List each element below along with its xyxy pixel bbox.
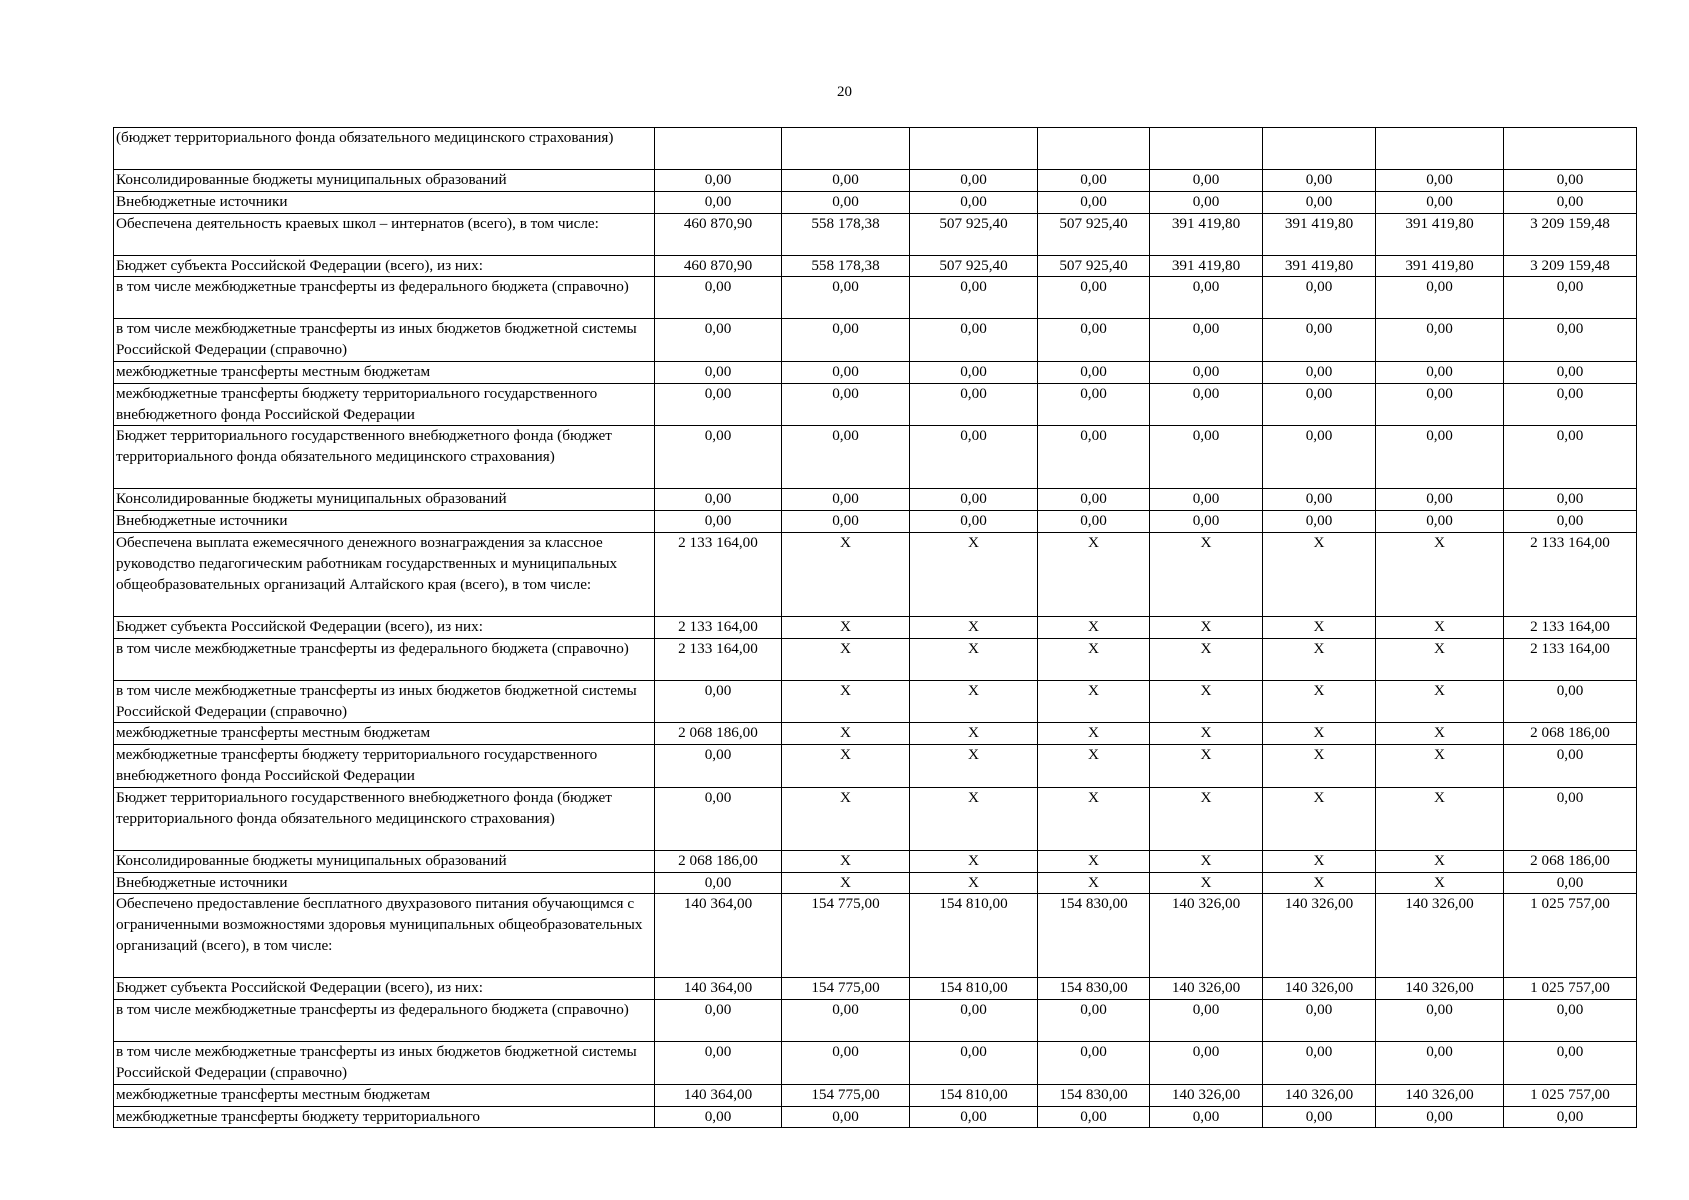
- table-row: [114, 511, 1637, 533]
- value-cell: X: [1376, 787, 1504, 850]
- value-cell: [1376, 128, 1504, 170]
- row-label: межбюджетные трансферты бюджету территориального: [114, 1106, 655, 1128]
- value-cell: X: [782, 850, 910, 872]
- value-cell: X: [910, 532, 1038, 616]
- row-label: межбюджетные трансферты местным бюджетам: [114, 723, 655, 745]
- value-cell: 0,00: [655, 511, 782, 533]
- value-cell: [1504, 128, 1637, 170]
- table-row: [114, 1042, 1637, 1085]
- value-cell: 0,00: [1504, 787, 1637, 850]
- row-label: Внебюджетные источники: [114, 511, 655, 533]
- value-cell: 391 419,80: [1376, 213, 1504, 255]
- value-cell: 460 870,90: [655, 213, 782, 255]
- value-cell: 0,00: [782, 277, 910, 319]
- value-cell: 0,00: [655, 170, 782, 192]
- value-cell: 0,00: [1038, 426, 1150, 489]
- value-cell: 0,00: [655, 680, 782, 723]
- value-cell: 0,00: [1263, 511, 1376, 533]
- value-cell: 391 419,80: [1150, 255, 1263, 277]
- value-cell: 1 025 757,00: [1504, 894, 1637, 978]
- value-cell: 140 326,00: [1376, 978, 1504, 1000]
- value-cell: X: [1038, 532, 1150, 616]
- value-cell: 0,00: [655, 872, 782, 894]
- value-cell: X: [782, 787, 910, 850]
- value-cell: [655, 128, 782, 170]
- value-cell: 2 068 186,00: [655, 850, 782, 872]
- value-cell: 2 133 164,00: [655, 616, 782, 638]
- value-cell: X: [1263, 745, 1376, 788]
- value-cell: 0,00: [1263, 1000, 1376, 1042]
- row-label: Обеспечено предоставление бесплатного двухразового питания обучающимся с ограниченными возможностями здоровья муниципальных общеобразовательных организаций (всего), в том числе:: [114, 894, 655, 978]
- value-cell: 0,00: [1376, 170, 1504, 192]
- page-number: 20: [837, 84, 852, 100]
- value-cell: X: [1038, 850, 1150, 872]
- value-cell: 0,00: [655, 426, 782, 489]
- value-cell: 154 810,00: [910, 1084, 1038, 1106]
- table-row: [114, 745, 1637, 788]
- table-row: [114, 361, 1637, 383]
- value-cell: X: [1150, 787, 1263, 850]
- value-cell: 0,00: [1263, 383, 1376, 426]
- value-cell: 0,00: [910, 361, 1038, 383]
- value-cell: 154 830,00: [1038, 894, 1150, 978]
- value-cell: 0,00: [655, 745, 782, 788]
- value-cell: [1038, 128, 1150, 170]
- row-label: межбюджетные трансферты местным бюджетам: [114, 361, 655, 383]
- table-row: [114, 872, 1637, 894]
- table-row: [114, 426, 1637, 489]
- table-body: [114, 128, 1637, 1128]
- value-cell: 0,00: [1504, 361, 1637, 383]
- row-label: Бюджет субъекта Российской Федерации (всего), из них:: [114, 978, 655, 1000]
- value-cell: X: [1038, 745, 1150, 788]
- row-label: в том числе межбюджетные трансферты из федерального бюджета (справочно): [114, 1000, 655, 1042]
- value-cell: 507 925,40: [1038, 213, 1150, 255]
- value-cell: 391 419,80: [1150, 213, 1263, 255]
- value-cell: 2 068 186,00: [655, 723, 782, 745]
- value-cell: X: [1376, 680, 1504, 723]
- value-cell: 0,00: [1038, 191, 1150, 213]
- value-cell: 0,00: [1504, 383, 1637, 426]
- value-cell: X: [1038, 787, 1150, 850]
- table-row: [114, 277, 1637, 319]
- value-cell: 0,00: [1038, 1000, 1150, 1042]
- value-cell: 0,00: [1038, 383, 1150, 426]
- value-cell: 154 810,00: [910, 978, 1038, 1000]
- value-cell: 2 133 164,00: [655, 638, 782, 680]
- value-cell: 0,00: [1504, 277, 1637, 319]
- value-cell: 0,00: [655, 1106, 782, 1128]
- value-cell: 0,00: [910, 319, 1038, 362]
- value-cell: X: [782, 872, 910, 894]
- value-cell: 140 326,00: [1150, 1084, 1263, 1106]
- value-cell: X: [1376, 532, 1504, 616]
- value-cell: 507 925,40: [910, 213, 1038, 255]
- value-cell: X: [1150, 850, 1263, 872]
- value-cell: 3 209 159,48: [1504, 213, 1637, 255]
- table-row: [114, 978, 1637, 1000]
- value-cell: 0,00: [1504, 489, 1637, 511]
- value-cell: 0,00: [1263, 319, 1376, 362]
- value-cell: 0,00: [1376, 361, 1504, 383]
- value-cell: X: [1150, 680, 1263, 723]
- value-cell: X: [1263, 850, 1376, 872]
- value-cell: 2 133 164,00: [1504, 616, 1637, 638]
- value-cell: X: [782, 532, 910, 616]
- value-cell: X: [910, 850, 1038, 872]
- row-label: Консолидированные бюджеты муниципальных образований: [114, 850, 655, 872]
- value-cell: 0,00: [1504, 511, 1637, 533]
- value-cell: X: [1376, 638, 1504, 680]
- value-cell: 0,00: [1376, 319, 1504, 362]
- value-cell: 0,00: [1038, 277, 1150, 319]
- value-cell: X: [1376, 723, 1504, 745]
- value-cell: 0,00: [1504, 872, 1637, 894]
- value-cell: 0,00: [910, 511, 1038, 533]
- value-cell: 0,00: [1504, 170, 1637, 192]
- value-cell: 140 326,00: [1376, 1084, 1504, 1106]
- value-cell: 0,00: [1376, 426, 1504, 489]
- value-cell: X: [1376, 850, 1504, 872]
- table-row: [114, 255, 1637, 277]
- value-cell: X: [1263, 638, 1376, 680]
- value-cell: X: [910, 723, 1038, 745]
- value-cell: 0,00: [1150, 277, 1263, 319]
- value-cell: 0,00: [1150, 1000, 1263, 1042]
- value-cell: 0,00: [1504, 745, 1637, 788]
- value-cell: 391 419,80: [1263, 255, 1376, 277]
- table-row: [114, 850, 1637, 872]
- row-label: межбюджетные трансферты местным бюджетам: [114, 1084, 655, 1106]
- value-cell: 0,00: [910, 426, 1038, 489]
- value-cell: 140 326,00: [1263, 978, 1376, 1000]
- value-cell: 0,00: [1376, 1042, 1504, 1085]
- value-cell: X: [1376, 872, 1504, 894]
- value-cell: X: [910, 616, 1038, 638]
- row-label: в том числе межбюджетные трансферты из федерального бюджета (справочно): [114, 277, 655, 319]
- value-cell: X: [1263, 532, 1376, 616]
- value-cell: 507 925,40: [910, 255, 1038, 277]
- value-cell: 140 364,00: [655, 894, 782, 978]
- value-cell: 0,00: [655, 489, 782, 511]
- value-cell: 140 364,00: [655, 1084, 782, 1106]
- value-cell: X: [1150, 638, 1263, 680]
- value-cell: 0,00: [782, 1106, 910, 1128]
- value-cell: X: [782, 638, 910, 680]
- table-row: [114, 680, 1637, 723]
- value-cell: 0,00: [1150, 1042, 1263, 1085]
- table-row: [114, 128, 1637, 170]
- value-cell: X: [1150, 745, 1263, 788]
- value-cell: 154 775,00: [782, 1084, 910, 1106]
- row-label: Бюджет территориального государственного внебюджетного фонда (бюджет территориального фонда обязательного медицинского страхования): [114, 426, 655, 489]
- value-cell: 140 326,00: [1263, 1084, 1376, 1106]
- row-label: Бюджет субъекта Российской Федерации (всего), из них:: [114, 616, 655, 638]
- value-cell: X: [1376, 616, 1504, 638]
- value-cell: X: [1038, 680, 1150, 723]
- value-cell: 0,00: [1504, 680, 1637, 723]
- value-cell: 0,00: [1150, 361, 1263, 383]
- value-cell: 154 775,00: [782, 978, 910, 1000]
- value-cell: 0,00: [910, 1000, 1038, 1042]
- value-cell: 140 326,00: [1376, 894, 1504, 978]
- table-row: [114, 616, 1637, 638]
- value-cell: X: [782, 723, 910, 745]
- table-row: [114, 723, 1637, 745]
- value-cell: 2 133 164,00: [1504, 532, 1637, 616]
- value-cell: 0,00: [1038, 489, 1150, 511]
- value-cell: 0,00: [1376, 1106, 1504, 1128]
- value-cell: X: [1038, 872, 1150, 894]
- value-cell: 0,00: [910, 191, 1038, 213]
- value-cell: 0,00: [1150, 1106, 1263, 1128]
- value-cell: 154 830,00: [1038, 1084, 1150, 1106]
- value-cell: X: [910, 680, 1038, 723]
- value-cell: 0,00: [1504, 1042, 1637, 1085]
- row-label: Бюджет территориального государственного внебюджетного фонда (бюджет территориального фонда обязательного медицинского страхования): [114, 787, 655, 850]
- value-cell: 2 068 186,00: [1504, 723, 1637, 745]
- value-cell: 0,00: [655, 361, 782, 383]
- value-cell: X: [1150, 616, 1263, 638]
- value-cell: 3 209 159,48: [1504, 255, 1637, 277]
- value-cell: 0,00: [655, 191, 782, 213]
- table-row: [114, 1106, 1637, 1128]
- value-cell: 0,00: [1150, 170, 1263, 192]
- value-cell: 0,00: [1263, 1042, 1376, 1085]
- value-cell: 0,00: [1504, 1000, 1637, 1042]
- value-cell: 140 326,00: [1150, 978, 1263, 1000]
- value-cell: X: [910, 638, 1038, 680]
- table-row: [114, 1084, 1637, 1106]
- table-row: [114, 787, 1637, 850]
- value-cell: 558 178,38: [782, 255, 910, 277]
- value-cell: 558 178,38: [782, 213, 910, 255]
- table-row: [114, 319, 1637, 362]
- value-cell: [782, 128, 910, 170]
- row-label: Консолидированные бюджеты муниципальных образований: [114, 170, 655, 192]
- value-cell: 0,00: [1150, 383, 1263, 426]
- value-cell: 0,00: [910, 277, 1038, 319]
- value-cell: 0,00: [782, 361, 910, 383]
- value-cell: 0,00: [782, 170, 910, 192]
- value-cell: X: [1150, 723, 1263, 745]
- value-cell: 0,00: [655, 319, 782, 362]
- value-cell: 154 830,00: [1038, 978, 1150, 1000]
- table-row: [114, 383, 1637, 426]
- value-cell: 0,00: [1038, 361, 1150, 383]
- value-cell: X: [1263, 616, 1376, 638]
- value-cell: X: [1038, 723, 1150, 745]
- value-cell: 391 419,80: [1263, 213, 1376, 255]
- value-cell: 0,00: [1263, 170, 1376, 192]
- value-cell: 0,00: [1504, 191, 1637, 213]
- value-cell: X: [910, 787, 1038, 850]
- value-cell: 0,00: [655, 1042, 782, 1085]
- table-row: [114, 638, 1637, 680]
- value-cell: 0,00: [1376, 191, 1504, 213]
- row-label: Бюджет субъекта Российской Федерации (всего), из них:: [114, 255, 655, 277]
- value-cell: X: [1376, 745, 1504, 788]
- value-cell: 140 326,00: [1150, 894, 1263, 978]
- table-row: [114, 489, 1637, 511]
- table-row: [114, 213, 1637, 255]
- table-row: [114, 894, 1637, 978]
- value-cell: 1 025 757,00: [1504, 978, 1637, 1000]
- table-row: [114, 1000, 1637, 1042]
- row-label: Внебюджетные источники: [114, 872, 655, 894]
- value-cell: [1263, 128, 1376, 170]
- value-cell: X: [1263, 787, 1376, 850]
- row-label: Консолидированные бюджеты муниципальных образований: [114, 489, 655, 511]
- row-label: Обеспечена деятельность краевых школ – интернатов (всего), в том числе:: [114, 213, 655, 255]
- value-cell: X: [910, 745, 1038, 788]
- value-cell: 0,00: [910, 170, 1038, 192]
- value-cell: 0,00: [1150, 191, 1263, 213]
- value-cell: 0,00: [1150, 426, 1263, 489]
- value-cell: 0,00: [1263, 1106, 1376, 1128]
- value-cell: 0,00: [782, 383, 910, 426]
- value-cell: 0,00: [782, 511, 910, 533]
- table-row: [114, 191, 1637, 213]
- value-cell: 0,00: [655, 277, 782, 319]
- value-cell: 140 364,00: [655, 978, 782, 1000]
- value-cell: 507 925,40: [1038, 255, 1150, 277]
- value-cell: X: [1263, 872, 1376, 894]
- row-label: Внебюджетные источники: [114, 191, 655, 213]
- value-cell: 0,00: [655, 787, 782, 850]
- value-cell: 2 133 164,00: [1504, 638, 1637, 680]
- value-cell: 154 810,00: [910, 894, 1038, 978]
- value-cell: 0,00: [782, 489, 910, 511]
- value-cell: 0,00: [1504, 319, 1637, 362]
- value-cell: 0,00: [910, 1042, 1038, 1085]
- row-label: межбюджетные трансферты бюджету территориального государственного внебюджетного фонда Российской Федерации: [114, 745, 655, 788]
- value-cell: 0,00: [1038, 1042, 1150, 1085]
- value-cell: 0,00: [655, 1000, 782, 1042]
- value-cell: 0,00: [655, 383, 782, 426]
- value-cell: 0,00: [910, 383, 1038, 426]
- value-cell: 140 326,00: [1263, 894, 1376, 978]
- value-cell: 0,00: [782, 426, 910, 489]
- value-cell: 0,00: [1150, 319, 1263, 362]
- value-cell: [1150, 128, 1263, 170]
- value-cell: 0,00: [1376, 277, 1504, 319]
- value-cell: 0,00: [1038, 1106, 1150, 1128]
- value-cell: 2 068 186,00: [1504, 850, 1637, 872]
- value-cell: 0,00: [910, 1106, 1038, 1128]
- value-cell: 0,00: [1263, 489, 1376, 511]
- value-cell: 154 775,00: [782, 894, 910, 978]
- value-cell: X: [910, 872, 1038, 894]
- value-cell: 0,00: [1150, 511, 1263, 533]
- value-cell: X: [1150, 872, 1263, 894]
- value-cell: X: [782, 680, 910, 723]
- table-row: [114, 532, 1637, 616]
- value-cell: 0,00: [782, 1042, 910, 1085]
- row-label: (бюджет территориального фонда обязательного медицинского страхования): [114, 128, 655, 170]
- value-cell: 0,00: [1376, 1000, 1504, 1042]
- row-label: в том числе межбюджетные трансферты из федерального бюджета (справочно): [114, 638, 655, 680]
- value-cell: X: [782, 616, 910, 638]
- value-cell: 1 025 757,00: [1504, 1084, 1637, 1106]
- value-cell: 0,00: [782, 191, 910, 213]
- value-cell: 0,00: [782, 1000, 910, 1042]
- value-cell: 0,00: [1038, 511, 1150, 533]
- row-label: в том числе межбюджетные трансферты из иных бюджетов бюджетной системы Российской Федерации (справочно): [114, 1042, 655, 1085]
- value-cell: X: [1150, 532, 1263, 616]
- value-cell: X: [1038, 616, 1150, 638]
- value-cell: 0,00: [1263, 277, 1376, 319]
- value-cell: 0,00: [1150, 489, 1263, 511]
- value-cell: 0,00: [910, 489, 1038, 511]
- value-cell: X: [1038, 638, 1150, 680]
- value-cell: X: [1263, 680, 1376, 723]
- value-cell: 0,00: [1038, 170, 1150, 192]
- value-cell: [910, 128, 1038, 170]
- row-label: в том числе межбюджетные трансферты из иных бюджетов бюджетной системы Российской Федерации (справочно): [114, 319, 655, 362]
- value-cell: 0,00: [1376, 383, 1504, 426]
- value-cell: 0,00: [1504, 426, 1637, 489]
- value-cell: X: [782, 745, 910, 788]
- budget-table: [113, 127, 1637, 1128]
- value-cell: 0,00: [1263, 191, 1376, 213]
- value-cell: 0,00: [1504, 1106, 1637, 1128]
- row-label: в том числе межбюджетные трансферты из иных бюджетов бюджетной системы Российской Федерации (справочно): [114, 680, 655, 723]
- value-cell: 2 133 164,00: [655, 532, 782, 616]
- value-cell: 460 870,90: [655, 255, 782, 277]
- value-cell: 0,00: [1038, 319, 1150, 362]
- value-cell: 0,00: [782, 319, 910, 362]
- value-cell: 0,00: [1376, 511, 1504, 533]
- row-label: Обеспечена выплата ежемесячного денежного вознаграждения за классное руководство педагогическим работникам государственных и муниципальных общеобразовательных организаций Алтайского края (всего), в том числе:: [114, 532, 655, 616]
- table-row: [114, 170, 1637, 192]
- value-cell: 0,00: [1376, 489, 1504, 511]
- value-cell: 0,00: [1263, 361, 1376, 383]
- value-cell: 391 419,80: [1376, 255, 1504, 277]
- value-cell: X: [1263, 723, 1376, 745]
- value-cell: 0,00: [1263, 426, 1376, 489]
- row-label: межбюджетные трансферты бюджету территориального государственного внебюджетного фонда Российской Федерации: [114, 383, 655, 426]
